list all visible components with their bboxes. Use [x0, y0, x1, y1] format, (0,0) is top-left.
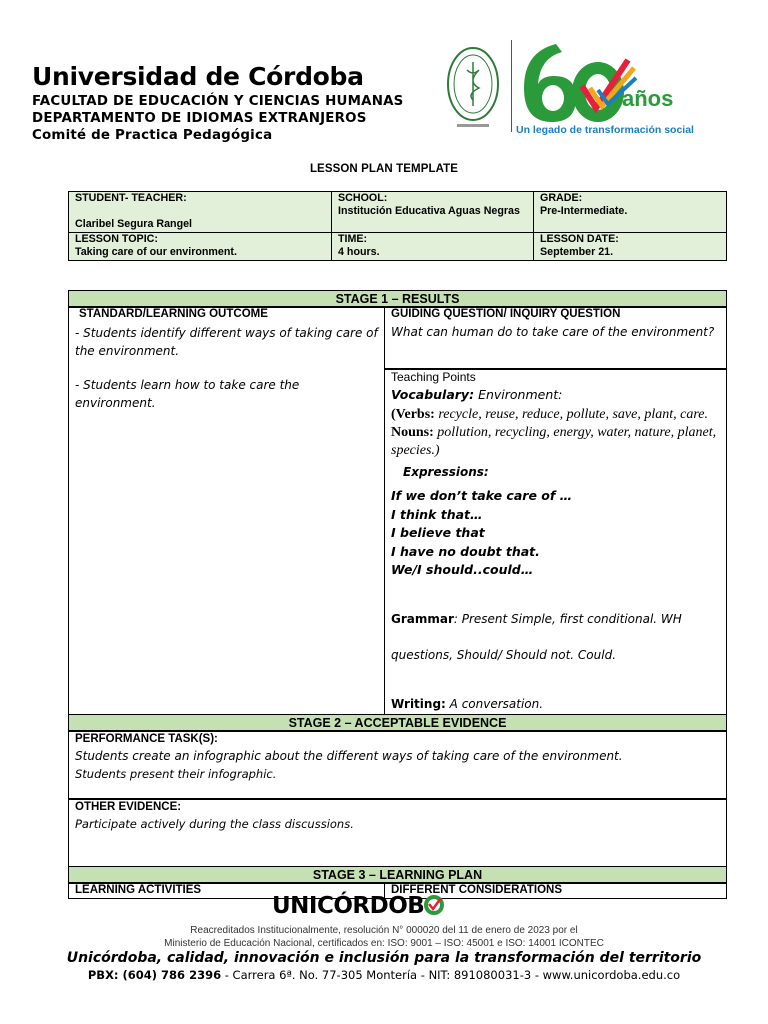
- grade-cell: [534, 192, 727, 233]
- learning-activities-label: LEARNING ACTIVITIES: [68, 882, 385, 899]
- unicordoba-brand: [272, 893, 444, 919]
- document-title: LESSON PLAN TEMPLATE: [309, 163, 459, 175]
- performance-task-2: Students present their infographic.: [75, 767, 277, 781]
- footer-slogan: Unicórdoba, calidad, innovación e inclusión para la transformación del territorio: [66, 950, 702, 966]
- nouns-label: Nouns:: [391, 425, 434, 440]
- school-cell: [332, 192, 534, 233]
- expressions-label: Expressions:: [403, 465, 489, 479]
- guiding-question-cell: [384, 306, 727, 370]
- header-divider: [511, 40, 512, 132]
- lesson-topic-cell: [69, 233, 332, 261]
- student-info-table: [68, 191, 727, 261]
- vocabulary-line: [391, 386, 720, 404]
- time-label: TIME:: [338, 233, 368, 245]
- committee-name: Comité de Practica Pedagógica: [32, 128, 273, 143]
- school-value: Institución Educativa Aguas Negras: [338, 205, 520, 217]
- logo-anos-text: años: [622, 86, 674, 111]
- department-name: DEPARTAMENTO DE IDIOMAS EXTRANJEROS: [32, 111, 367, 126]
- vocabulary-label: Vocabulary:: [391, 387, 475, 402]
- other-evidence-value: Participate actively during the class discussions.: [75, 817, 354, 831]
- accreditation-line-2: Ministerio de Educación Nacional, certificados en: ISO: 9001 – ISO: 45001 e ISO: 14001 ICONTEC: [164, 938, 604, 949]
- expression-item: I believe that: [391, 525, 485, 541]
- lesson-date-value: September 21.: [540, 246, 614, 258]
- other-evidence-label: OTHER EVIDENCE:: [75, 801, 182, 813]
- stage1-header: STAGE 1 – RESULTS: [68, 290, 727, 308]
- unicordoba-brand-text: UNICÓRDOB: [272, 893, 425, 919]
- contact-details: - Carrera 6ª. No. 77-305 Montería - NIT: 891080031-3 - www.unicordoba.edu.co: [221, 968, 681, 982]
- performance-task-label: PERFORMANCE TASK(S):: [75, 733, 218, 745]
- stage3-header: STAGE 3 – LEARNING PLAN: [68, 866, 727, 884]
- logo-tagline: Un legado de transformación social: [516, 124, 694, 136]
- nouns-value: pollution, recycling, energy, water, nature, planet, species.): [391, 425, 717, 458]
- accreditation-line-1: Reacreditados Institucionalmente, resolución N° 000020 del 11 de enero de 2023 por el: [190, 925, 578, 936]
- student-teacher-label: STUDENT- TEACHER:: [75, 192, 187, 204]
- guiding-question-value: What can human do to take care of the environment?: [391, 325, 715, 339]
- writing-line: [391, 695, 543, 713]
- vocabulary-value: Environment:: [478, 387, 563, 402]
- guiding-question-label: GUIDING QUESTION/ INQUIRY QUESTION: [391, 308, 621, 320]
- writing-label: Writing:: [391, 697, 446, 711]
- lesson-topic-label: LESSON TOPIC:: [75, 233, 158, 245]
- pbx-number: PBX: (604) 786 2396: [87, 968, 222, 982]
- lesson-date-label: LESSON DATE:: [540, 233, 619, 245]
- time-value: 4 hours.: [338, 246, 380, 258]
- grade-label: GRADE:: [540, 192, 583, 204]
- grammar-value-2: questions, Should/ Should not. Could.: [391, 647, 617, 662]
- verbs-nouns-block: [391, 406, 720, 460]
- teaching-points-cell: [384, 368, 727, 716]
- expression-item: I have no doubt that.: [391, 543, 540, 559]
- different-considerations-label: DIFFERENT CONSIDERATIONS: [384, 882, 727, 899]
- lesson-date-cell: [534, 233, 727, 261]
- verbs-label: (Verbs:: [391, 407, 435, 422]
- grade-value: Pre-Intermediate.: [540, 205, 628, 217]
- grammar-label: Grammar: [391, 611, 454, 626]
- grammar-value: : Present Simple, first conditional. WH: [453, 611, 682, 626]
- expression-item: We/I should..could…: [391, 562, 534, 578]
- writing-value: A conversation.: [449, 697, 544, 711]
- student-teacher-value: Claribel Segura Rangel: [75, 218, 193, 230]
- university-name: Universidad de Córdoba: [32, 62, 364, 91]
- standard-outcome-cell: [68, 306, 385, 716]
- faculty-name: FACULTAD DE EDUCACIÓN Y CIENCIAS HUMANAS: [32, 94, 404, 109]
- student-teacher-cell: [69, 192, 332, 233]
- performance-task-1: Students create an infographic about the different ways of taking care of the environment.: [75, 749, 623, 763]
- brand-o-icon: [424, 895, 444, 915]
- expression-item: I think that…: [391, 506, 483, 522]
- lesson-topic-value: Taking care of our environment.: [75, 246, 237, 258]
- outcome-1: - Students identify different ways of taking care of the environment.: [75, 326, 378, 358]
- grammar-line: [391, 610, 720, 628]
- verbs-value: recycle, reuse, reduce, pollute, save, plant, care.: [438, 407, 708, 422]
- teaching-points-label: Teaching Points: [391, 370, 476, 384]
- stage2-header: STAGE 2 – ACCEPTABLE EVIDENCE: [68, 714, 727, 732]
- outcome-2: - Students learn how to take care the environment.: [75, 378, 300, 410]
- footer-contact: [0, 968, 768, 982]
- expression-item: If we don’t take care of …: [391, 488, 573, 503]
- performance-task-cell: [68, 730, 727, 800]
- university-seal-icon: [445, 44, 501, 130]
- standard-outcome-label: STANDARD/LEARNING OUTCOME: [79, 308, 268, 320]
- other-evidence-cell: [68, 798, 727, 868]
- expressions-list: [391, 487, 720, 580]
- school-label: SCHOOL:: [338, 192, 388, 204]
- time-cell: [332, 233, 534, 261]
